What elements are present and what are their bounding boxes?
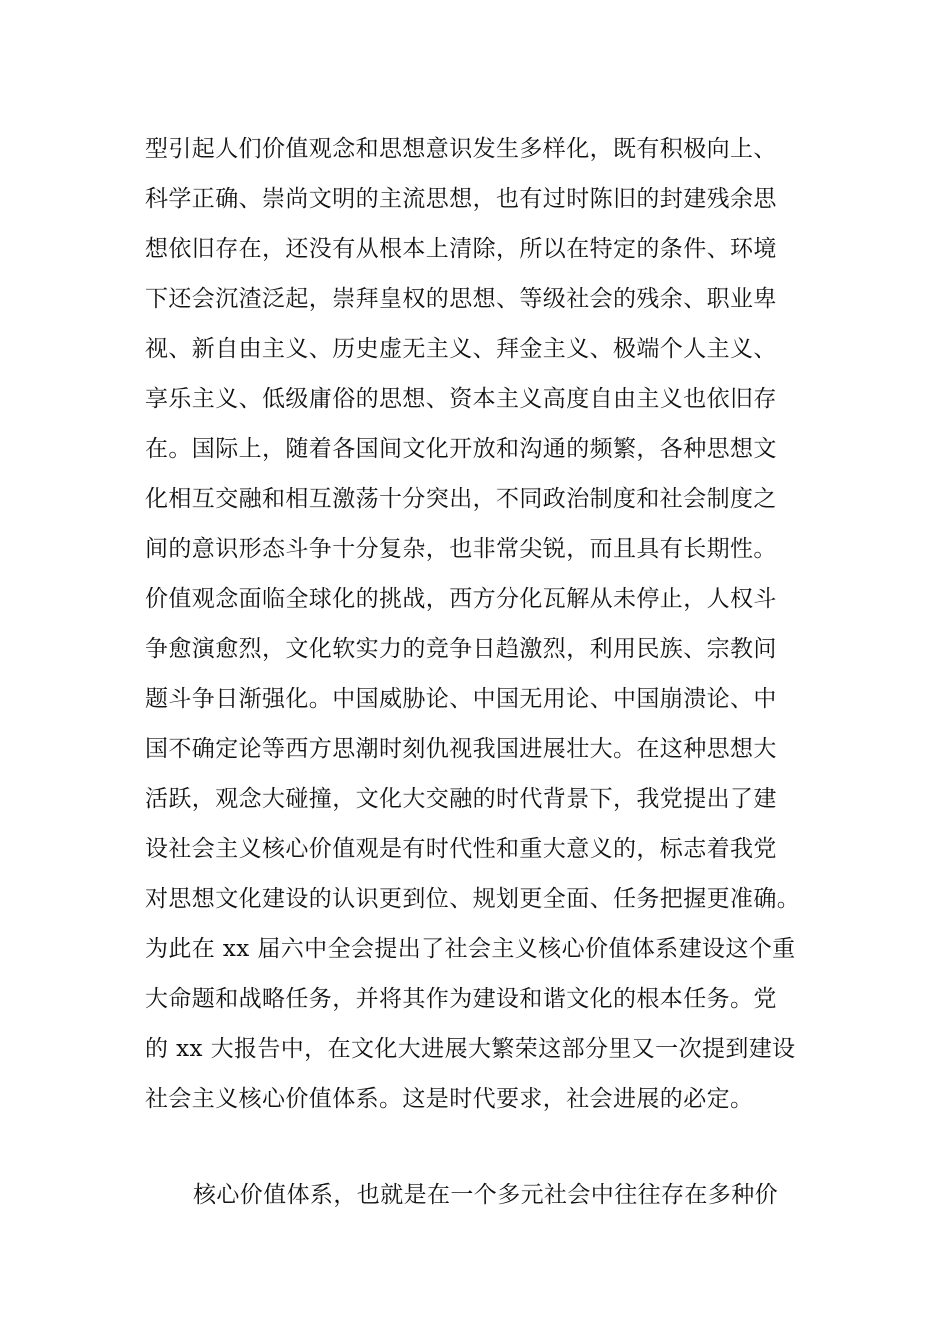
paragraph-line: 争愈演愈烈，文化软实力的竞争日趋激烈，利用民族、宗教问 <box>145 636 777 662</box>
paragraph-line: 价值观念面临全球化的挑战，西方分化瓦解从未停止，人权斗 <box>145 586 777 612</box>
paragraph-line: 题斗争日渐强化。中国威胁论、中国无用论、中国崩溃论、中 <box>145 686 777 712</box>
body-paragraph <box>145 1170 825 1220</box>
paragraph-line: 型引起人们价值观念和思想意识发生多样化，既有积极向上、 <box>145 136 777 162</box>
paragraph-line: 对思想文化建设的认识更到位、规划更全面、任务把握更准确。 <box>145 886 801 912</box>
paragraph-line: 的 xx 大报告中，在文化大进展大繁荣这部分里又一次提到建设 <box>145 1036 796 1062</box>
paragraph-line: 化相互交融和相互激荡十分突出，不同政治制度和社会制度之 <box>145 486 777 512</box>
paragraph-line: 在。国际上，随着各国间文化开放和沟通的频繁，各种思想文 <box>145 436 777 462</box>
paragraph-line: 设社会主义核心价值观是有时代性和重大意义的，标志着我党 <box>145 836 777 862</box>
paragraph-line: 核心价值体系，也就是在一个多元社会中往往存在多种价 <box>193 1182 778 1208</box>
paragraph-line: 下还会沉渣泛起，崇拜皇权的思想、等级社会的残余、职业卑 <box>145 286 777 312</box>
paragraph-line: 享乐主义、低级庸俗的思想、资本主义高度自由主义也依旧存 <box>145 386 777 412</box>
paragraph-line: 大命题和战略任务，并将其作为建设和谐文化的根本任务。党 <box>145 986 777 1012</box>
paragraph-line: 为此在 xx 届六中全会提出了社会主义核心价值体系建设这个重 <box>145 936 796 962</box>
paragraph-line: 间的意识形态斗争十分复杂，也非常尖锐，而且具有长期性。 <box>145 536 777 562</box>
paragraph-line: 想依旧存在，还没有从根本上清除，所以在特定的条件、环境 <box>145 236 777 262</box>
body-paragraph <box>145 124 825 1124</box>
paragraph-line: 国不确定论等西方思潮时刻仇视我国进展壮大。在这种思想大 <box>145 736 777 762</box>
paragraph-line: 科学正确、崇尚文明的主流思想，也有过时陈旧的封建残余思 <box>145 186 777 212</box>
paragraph-line: 视、新自由主义、历史虚无主义、拜金主义、极端个人主义、 <box>145 336 777 362</box>
paragraph-line: 社会主义核心价值体系。这是时代要求，社会进展的必定。 <box>145 1086 754 1112</box>
paragraph-line: 活跃，观念大碰撞，文化大交融的时代背景下，我党提出了建 <box>145 786 777 812</box>
